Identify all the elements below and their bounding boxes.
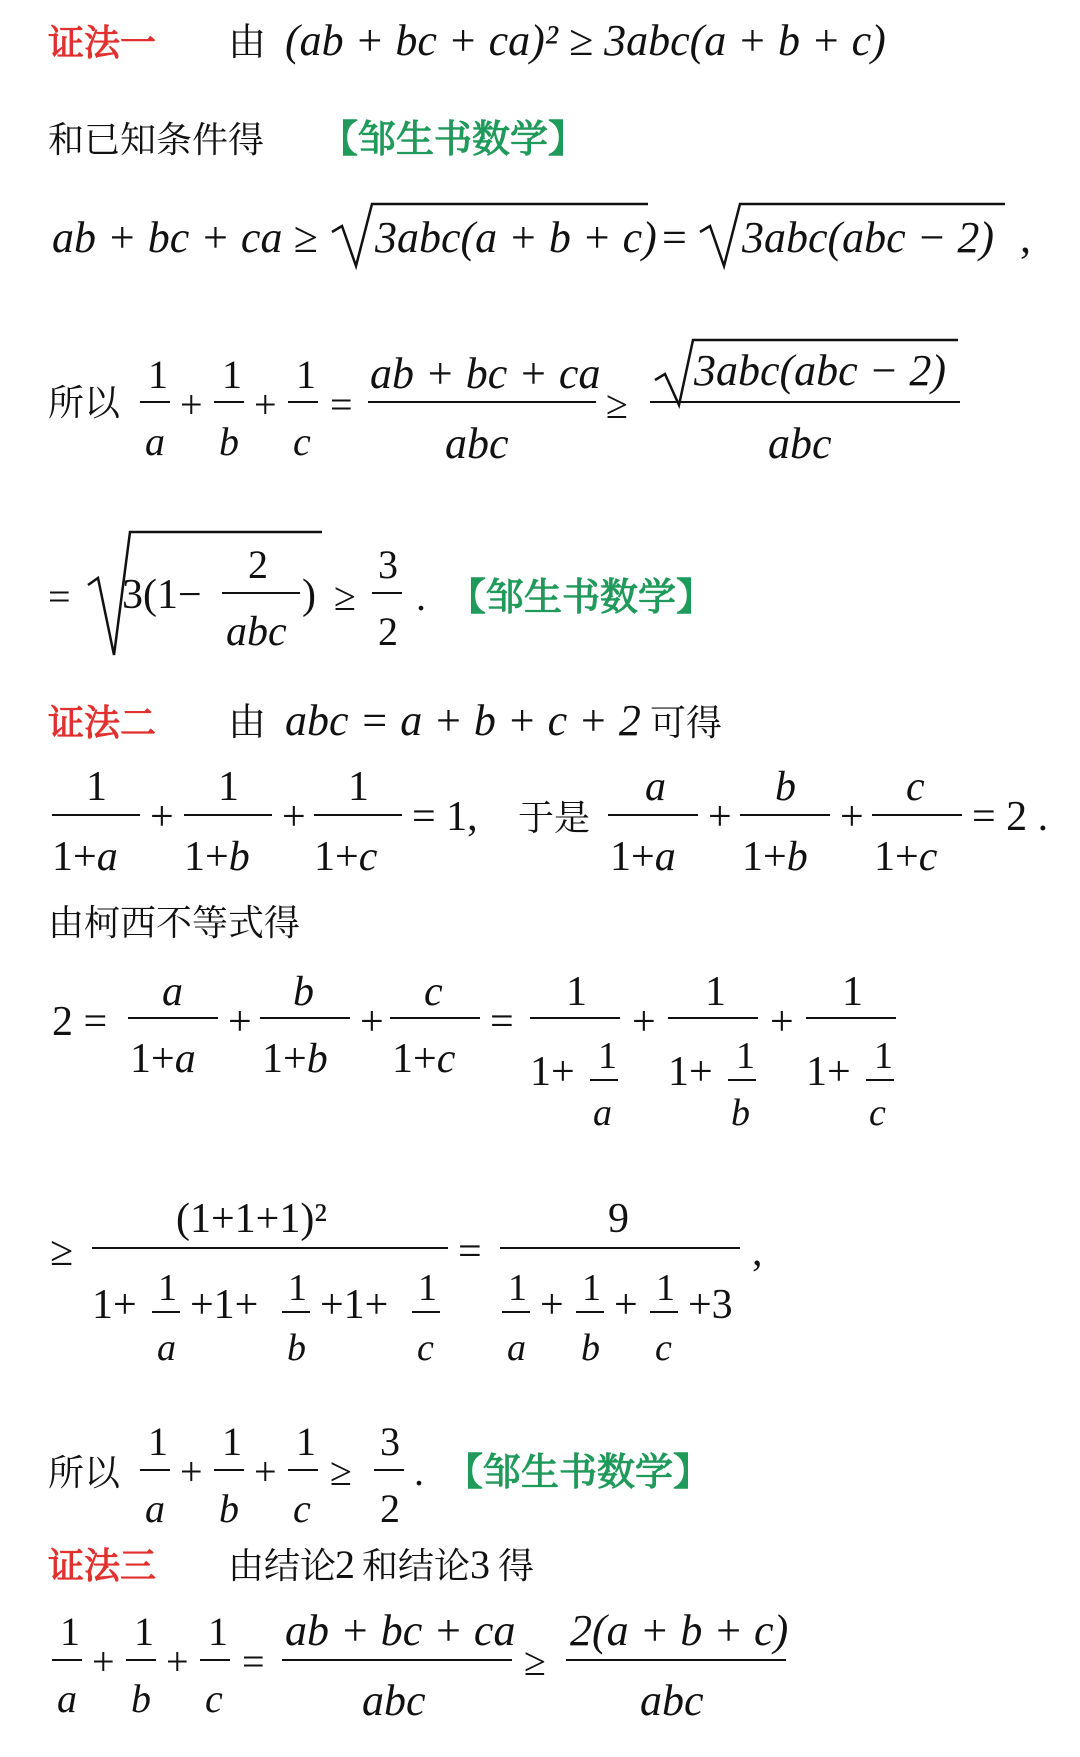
svg-text:1: 1: [705, 969, 726, 1015]
svg-text:1+c: 1+c: [314, 834, 378, 880]
svg-text:.: .: [414, 1449, 424, 1494]
svg-text:=: =: [242, 1639, 265, 1684]
can-get-text: 可得: [650, 703, 723, 744]
sum-reciprocals-1: [140, 352, 353, 464]
svg-text:+: +: [150, 794, 174, 840]
svg-text:1: 1: [148, 1419, 168, 1464]
svg-text:c: c: [205, 1676, 223, 1721]
geq-sign-3: ≥: [50, 1229, 74, 1275]
svg-text:1: 1: [348, 764, 369, 810]
svg-text:+: +: [254, 1449, 277, 1494]
svg-text:1: 1: [582, 1267, 601, 1309]
svg-text:1: 1: [60, 1609, 80, 1654]
svg-text:c: c: [417, 1327, 434, 1369]
svg-text:+: +: [166, 1639, 189, 1684]
svg-text:1+a: 1+a: [52, 834, 118, 880]
conclusion-3: 3: [470, 1542, 490, 1587]
svg-text:a: a: [57, 1676, 77, 1721]
result-three-halves-1: [372, 542, 426, 654]
svg-text:a: a: [157, 1327, 176, 1369]
svg-text:1+b: 1+b: [184, 834, 250, 880]
final-comma: ,: [752, 1229, 763, 1275]
svg-text:+: +: [632, 999, 656, 1045]
svg-text:b: b: [731, 1092, 750, 1134]
proof2-label: 证法二: [48, 703, 157, 744]
by-conclusion-text: 由结论: [228, 1546, 337, 1587]
sum-reciprocals-2: [140, 1419, 424, 1531]
svg-text:.: .: [416, 574, 426, 619]
identity-two: [608, 764, 962, 880]
svg-text:b: b: [293, 969, 314, 1015]
svg-text:+1+: +1+: [190, 1282, 259, 1328]
svg-text:a: a: [162, 969, 183, 1015]
geq-sign-2: ≥: [334, 574, 356, 619]
svg-text:c: c: [293, 1486, 311, 1531]
svg-text:=: =: [330, 382, 353, 427]
svg-text:1: 1: [222, 352, 242, 397]
svg-text:1+c: 1+c: [392, 1036, 456, 1082]
by-text: 由: [228, 20, 267, 64]
svg-text:1: 1: [148, 352, 168, 397]
p1-frac-num: ab + bc + ca: [370, 349, 601, 398]
svg-text:1: 1: [288, 1267, 307, 1309]
proof2-condition: abc = a + b + c + 2: [285, 696, 641, 745]
svg-text:a: a: [145, 419, 165, 464]
svg-text:1: 1: [208, 1609, 228, 1654]
svg-text:+: +: [180, 1449, 203, 1494]
svg-text:1+a: 1+a: [610, 834, 676, 880]
p1-root-num: 3abc(abc − 2): [694, 346, 947, 395]
svg-text:c: c: [906, 764, 925, 810]
svg-text:+: +: [92, 1639, 115, 1684]
svg-text:2: 2: [380, 1486, 400, 1531]
final-numerator: (1+1+1)²: [176, 1196, 327, 1242]
svg-text:): ): [302, 572, 316, 618]
final-denominator-2: [502, 1267, 733, 1369]
svg-text:1: 1: [842, 969, 863, 1015]
p1-line2-root2: 3abc(abc − 2): [742, 213, 995, 262]
and-known-text: 和已知条件得: [48, 120, 265, 161]
svg-text:b: b: [131, 1676, 151, 1721]
svg-text:1+a: 1+a: [130, 1036, 196, 1082]
identity2-rhs: = 2 .: [972, 794, 1049, 840]
svg-text:b: b: [287, 1327, 306, 1369]
svg-text:c: c: [293, 419, 311, 464]
by-text-2: 由: [228, 700, 267, 744]
identity-one: [52, 764, 402, 880]
svg-text:2: 2: [248, 542, 268, 587]
svg-text:b: b: [219, 419, 239, 464]
svg-text:+: +: [254, 382, 277, 427]
svg-text:1+b: 1+b: [742, 834, 808, 880]
svg-text:+3: +3: [688, 1282, 733, 1328]
svg-text:1: 1: [158, 1267, 177, 1309]
svg-text:2: 2: [378, 609, 398, 654]
p1-line2-eq: =: [662, 213, 687, 262]
svg-text:+: +: [540, 1282, 564, 1328]
p1-line2-lhs: ab + bc + ca ≥: [52, 213, 318, 262]
svg-text:a: a: [145, 1486, 165, 1531]
svg-text:1: 1: [508, 1267, 527, 1309]
svg-text:3(1−: 3(1−: [122, 572, 202, 618]
brand-tag-1: 【邹生书数学】: [320, 117, 587, 161]
svg-text:c: c: [655, 1327, 672, 1369]
so-text-1: 所以: [48, 383, 121, 424]
svg-text:1: 1: [418, 1267, 437, 1309]
svg-text:+: +: [840, 794, 864, 840]
cauchy-line-fractions: [128, 969, 896, 1134]
svg-text:1: 1: [656, 1267, 675, 1309]
svg-text:1: 1: [296, 1419, 316, 1464]
svg-text:+: +: [614, 1282, 638, 1328]
svg-text:+: +: [228, 999, 252, 1045]
eq-sign-final: =: [458, 1229, 482, 1275]
svg-text:3: 3: [380, 1419, 400, 1464]
svg-text:a: a: [507, 1327, 526, 1369]
cauchy-text: 由柯西不等式得: [48, 903, 301, 944]
svg-text:1: 1: [134, 1609, 154, 1654]
p1-line2-tail: ,: [1020, 213, 1031, 262]
p3-den1: abc: [362, 1676, 426, 1725]
svg-text:a: a: [593, 1092, 612, 1134]
svg-text:1+: 1+: [806, 1049, 851, 1095]
get-text: 得: [498, 1546, 535, 1587]
geq-sign-4: ≥: [524, 1639, 546, 1684]
proof3-label: 证法三: [48, 1546, 157, 1587]
svg-text:b: b: [775, 764, 796, 810]
svg-text:=: =: [490, 999, 514, 1045]
p3-num1: ab + bc + ca: [285, 1606, 516, 1655]
cauchy-lhs: 2 =: [52, 999, 108, 1045]
brand-tag-3: 【邹生书数学】: [445, 1450, 712, 1494]
svg-text:abc: abc: [226, 609, 287, 655]
svg-text:+: +: [360, 999, 384, 1045]
svg-text:a: a: [645, 764, 666, 810]
svg-text:1: 1: [566, 969, 587, 1015]
svg-text:+: +: [282, 794, 306, 840]
svg-text:1+: 1+: [530, 1049, 575, 1095]
so-text-2: 所以: [48, 1453, 121, 1494]
svg-text:1: 1: [222, 1419, 242, 1464]
svg-text:b: b: [219, 1486, 239, 1531]
svg-text:3: 3: [378, 542, 398, 587]
svg-text:c: c: [424, 969, 443, 1015]
and-conclusion-text: 和结论: [362, 1546, 471, 1587]
svg-text:1+: 1+: [92, 1282, 137, 1328]
svg-text:1+b: 1+b: [262, 1036, 328, 1082]
svg-text:≥: ≥: [330, 1449, 352, 1494]
svg-text:1: 1: [296, 352, 316, 397]
eq-sign-line5: =: [48, 574, 71, 619]
proof1-premise: (ab + bc + ca)² ≥ 3abc(a + b + c): [285, 16, 886, 65]
proof1-label: 证法一: [48, 23, 157, 64]
sum-reciprocals-3: [52, 1609, 265, 1721]
svg-text:+: +: [708, 794, 732, 840]
svg-text:1: 1: [874, 1035, 893, 1077]
svg-text:1: 1: [598, 1035, 617, 1077]
svg-text:1+: 1+: [668, 1049, 713, 1095]
svg-text:1: 1: [736, 1035, 755, 1077]
svg-text:1: 1: [218, 764, 239, 810]
p1-line2-root1: 3abc(a + b + c): [375, 213, 657, 262]
final-nine: 9: [608, 1196, 629, 1242]
p3-den2: abc: [640, 1676, 704, 1725]
svg-text:1+c: 1+c: [874, 834, 938, 880]
svg-text:b: b: [581, 1327, 600, 1369]
identity1-rhs: = 1,: [412, 794, 478, 840]
svg-text:+: +: [770, 999, 794, 1045]
svg-text:1: 1: [86, 764, 107, 810]
conclusion-2: 2: [335, 1542, 355, 1587]
svg-text:c: c: [869, 1092, 886, 1134]
svg-text:+1+: +1+: [320, 1282, 389, 1328]
p3-num2: 2(a + b + c): [570, 1606, 789, 1655]
final-denominator-1: [92, 1267, 440, 1369]
thus-text: 于是: [518, 798, 591, 839]
brand-tag-2: 【邹生书数学】: [448, 575, 715, 619]
sqrt-content: [122, 542, 316, 655]
p1-root-den: abc: [768, 419, 832, 468]
svg-text:+: +: [180, 382, 203, 427]
geq-sign-1: ≥: [606, 382, 628, 427]
p1-frac-den: abc: [445, 419, 509, 468]
